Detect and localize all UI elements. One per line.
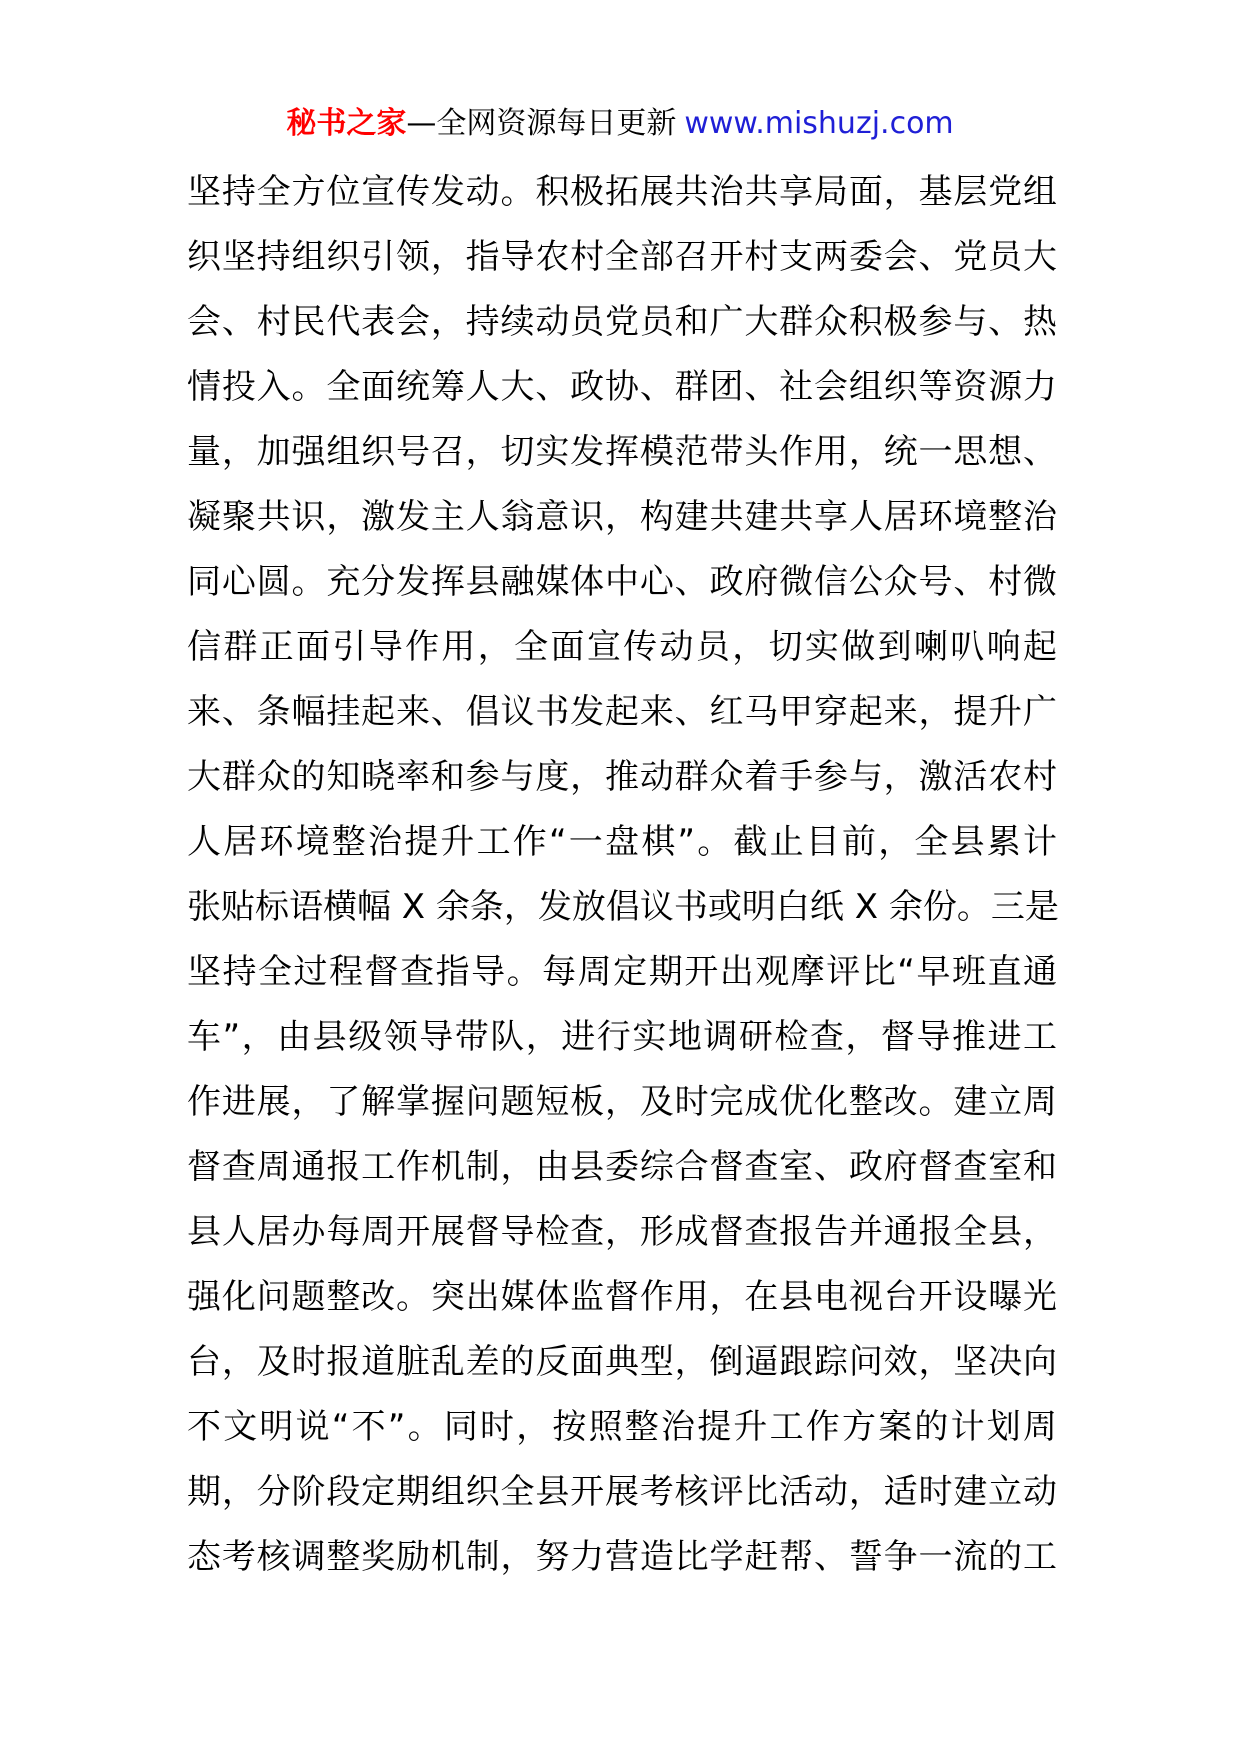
text-line: 不文明说“不”。同时，按照整治提升工作方案的计划周: [187, 1407, 1057, 1447]
text-line: 凝聚共识，激发主人翁意识，构建共建共享人居环境整治: [187, 497, 1057, 537]
text-line: 大群众的知晓率和参与度，推动群众着手参与，激活农村: [187, 757, 1057, 797]
text-line: 县人居办每周开展督导检查，形成督查报告并通报全县，: [187, 1212, 1057, 1252]
text-line: 情投入。全面统筹人大、政协、群团、社会组织等资源力: [187, 367, 1057, 407]
text-line: 车”，由县级领导带队，进行实地调研检查，督导推进工: [187, 1017, 1057, 1057]
text-line: 坚持全方位宣传发动。积极拓展共治共享局面，基层党组: [187, 172, 1057, 212]
text-line: 期，分阶段定期组织全县开展考核评比活动，适时建立动: [187, 1472, 1057, 1512]
text-line: 坚持全过程督查指导。每周定期开出观摩评比“早班直通: [187, 952, 1057, 992]
header-tagline: —全网资源每日更新: [406, 106, 677, 141]
text-line: 张贴标语横幅 X 余条，发放倡议书或明白纸 X 余份。三是: [187, 887, 1059, 927]
text-line: 台，及时报道脏乱差的反面典型，倒逼跟踪问效，坚决向: [187, 1342, 1057, 1382]
text-line: 强化问题整改。突出媒体监督作用，在县电视台开设曝光: [187, 1277, 1057, 1317]
document-body: [187, 160, 1057, 1590]
text-line: 织坚持组织引领，指导农村全部召开村支两委会、党员大: [187, 237, 1057, 277]
text-line: 来、条幅挂起来、倡议书发起来、红马甲穿起来，提升广: [187, 692, 1057, 732]
text-line: 同心圆。充分发挥县融媒体中心、政府微信公众号、村微: [187, 562, 1057, 602]
site-url-link[interactable]: www.mishuzj.com: [684, 106, 954, 141]
text-line: 作进展，了解掌握问题短板，及时完成优化整改。建立周: [187, 1082, 1057, 1122]
text-line: 态考核调整奖励机制，努力营造比学赶帮、誓争一流的工: [187, 1537, 1057, 1577]
page-header: [0, 104, 1240, 144]
text-line: 人居环境整治提升工作“一盘棋”。截止目前，全县累计: [187, 822, 1057, 862]
text-line: 量，加强组织号召，切实发挥模范带头作用，统一思想、: [187, 432, 1057, 472]
text-line: 信群正面引导作用，全面宣传动员，切实做到喇叭响起: [187, 627, 1057, 667]
text-line: 会、村民代表会，持续动员党员和广大群众积极参与、热: [187, 302, 1057, 342]
text-line: 督查周通报工作机制，由县委综合督查室、政府督查室和: [187, 1147, 1057, 1187]
brand-name: 秘书之家: [286, 106, 407, 141]
